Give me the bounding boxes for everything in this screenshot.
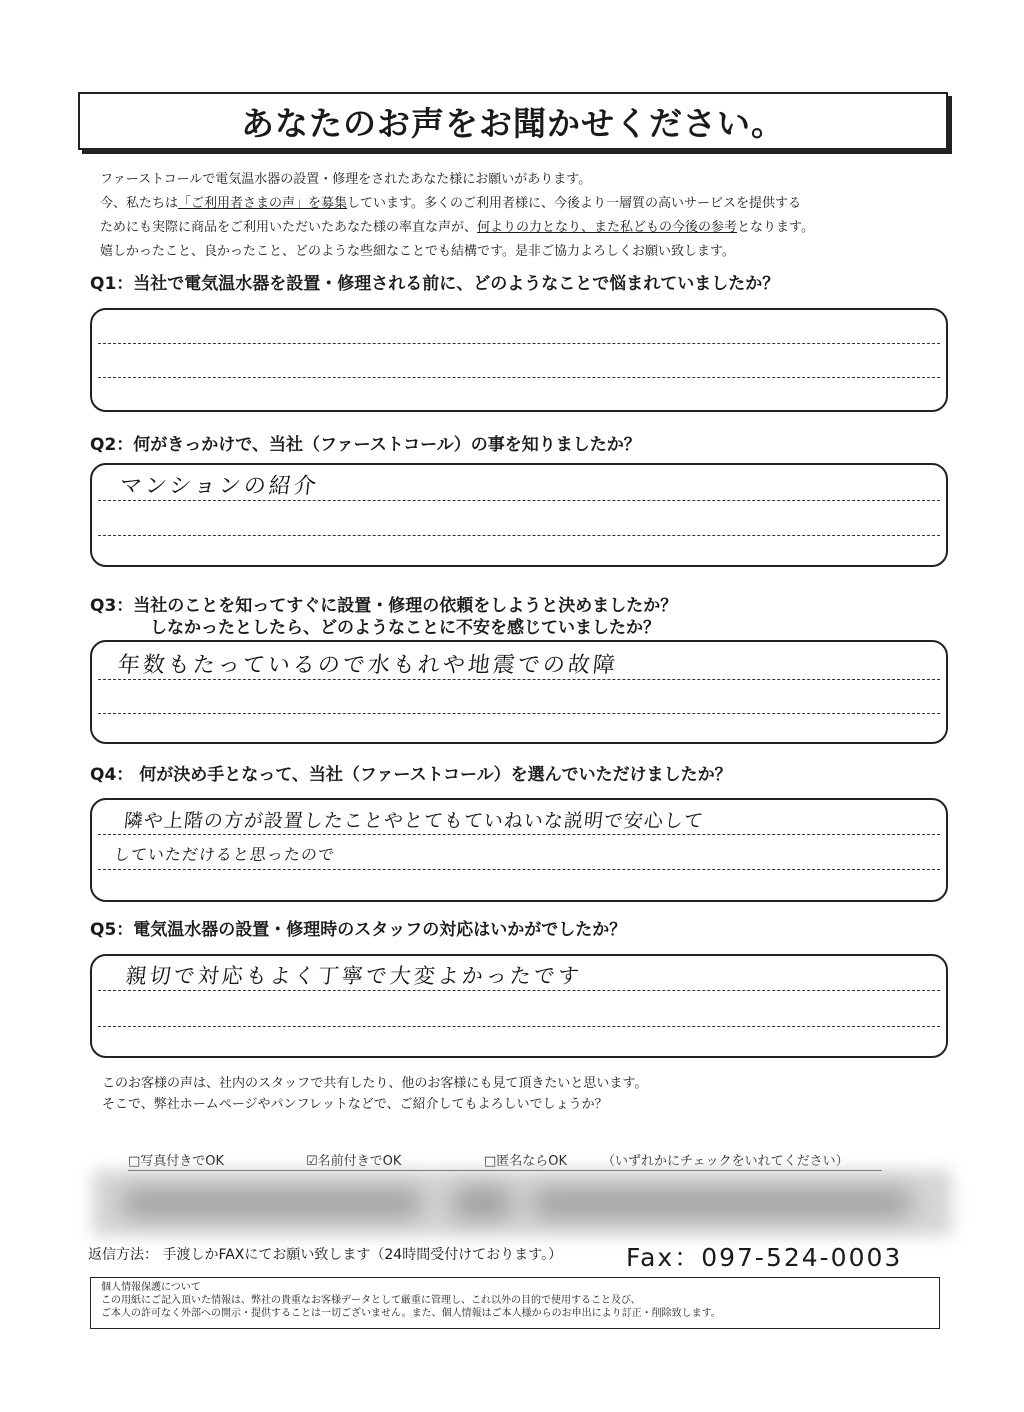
answer-line [98, 343, 940, 344]
consent-name-checkbox[interactable]: ☑名前付きでOK [306, 1154, 402, 1169]
closing-line-1: このお客様の声は、社内のスタッフで共有したり、他のお客様にも見て頂きたいと思います。 [102, 1076, 648, 1091]
answer-5-box[interactable] [90, 954, 948, 1058]
answer-line [98, 869, 940, 870]
answer-line [98, 713, 940, 714]
answer-3-box[interactable] [90, 640, 948, 744]
consent-note: （いずれかにチェックをいれてください） [602, 1154, 849, 1169]
answer-4-box[interactable] [90, 798, 948, 902]
consent-options [128, 1150, 882, 1171]
answer-4-handwriting-line-2: していただけると思ったので [112, 845, 336, 864]
question-3-label: Q3：当社のことを知ってすぐに設置・修理の依頼をしようと決めましたか？ [90, 596, 678, 616]
privacy-line-3: ご本人の許可なく外部への開示・提供することは一切ございません。また、個人情報はご本人様からのお申出により訂正・削除致します。 [101, 1308, 721, 1319]
consent-anonymous-checkbox[interactable]: □匿名ならOK [484, 1154, 568, 1169]
intro-line-1: ファーストコールで電気温水器の設置・修理をされたあなた様にお願いがあります。 [100, 172, 592, 187]
return-method: 返信方法： 手渡しかFAXにてお願い致します（24時間受付けております。） [88, 1247, 563, 1263]
answer-line [98, 679, 940, 680]
answer-line [98, 1026, 940, 1027]
answer-3-handwriting-line-1: 年数もたっているので水もれや地震での故障 [116, 653, 620, 678]
privacy-line-2: この用紙にご記入頂いた情報は、弊社の貴重なお客様データとして厳重に管理し、これ以外の目的で使用すること及び、 [101, 1295, 641, 1306]
answer-line [98, 990, 940, 991]
question-2-label: Q2：何がきっかけで、当社（ファーストコール）の事を知りましたか？ [90, 435, 641, 455]
answer-line [98, 535, 940, 536]
answer-line [98, 377, 940, 378]
question-5-label: Q5：電気温水器の設置・修理時のスタッフの対応はいかがでしたか？ [90, 920, 627, 940]
question-3-label-2: しなかったとしたら、どのようなことに不安を感じていましたか？ [150, 618, 660, 638]
question-1-label: Q1：当社で電気温水器を設置・修理される前に、どのようなことで悩まれていましたか？ [90, 274, 780, 294]
answer-2-handwriting-line-1: マンションの紹介 [118, 474, 321, 499]
intro-line-4: 嬉しかったこと、良かったこと、どのような些細なことでも結構です。是非ご協力よろしくお願い致します。 [100, 244, 735, 259]
answer-2-box[interactable] [90, 463, 948, 567]
redacted-customer-info [92, 1170, 952, 1236]
answer-line [98, 834, 940, 835]
page-title: あなたのお声をお聞かせください。 [78, 92, 948, 150]
privacy-line-1: 個人情報保護について [101, 1282, 201, 1293]
intro-text [100, 168, 814, 264]
intro-line-3: ためにも実際に商品をご利用いただいたあなた様の率直な声が、何よりの力となり、また私どもの今後の参考となります。 [100, 220, 814, 235]
intro-line-2: 今、私たちは「ご利用者さまの声」を募集しています。多くのご利用者様に、今後より一層質の高いサービスを提供する [100, 196, 801, 211]
closing-line-2: そこで、弊社ホームページやパンフレットなどで、ご紹介してもよろしいでしょうか？ [102, 1097, 608, 1112]
closing-text [102, 1073, 647, 1115]
fax-number: Fax：097-524-0003 [626, 1243, 903, 1272]
consent-photo-checkbox[interactable]: □写真付きでOK [128, 1154, 225, 1169]
answer-1-box[interactable] [90, 308, 948, 412]
answer-4-handwriting-line-1: 隣や上階の方が設置したことやとてもていねいな説明で安心して [122, 810, 706, 832]
answer-5-handwriting-line-1: 親切で対応もよく丁寧で大変よかったです [124, 964, 584, 988]
answer-line [98, 500, 940, 501]
privacy-notice [90, 1277, 940, 1329]
question-4-label: Q4： 何が決め手となって、当社（ファーストコール）を選んでいただけましたか？ [90, 765, 732, 785]
